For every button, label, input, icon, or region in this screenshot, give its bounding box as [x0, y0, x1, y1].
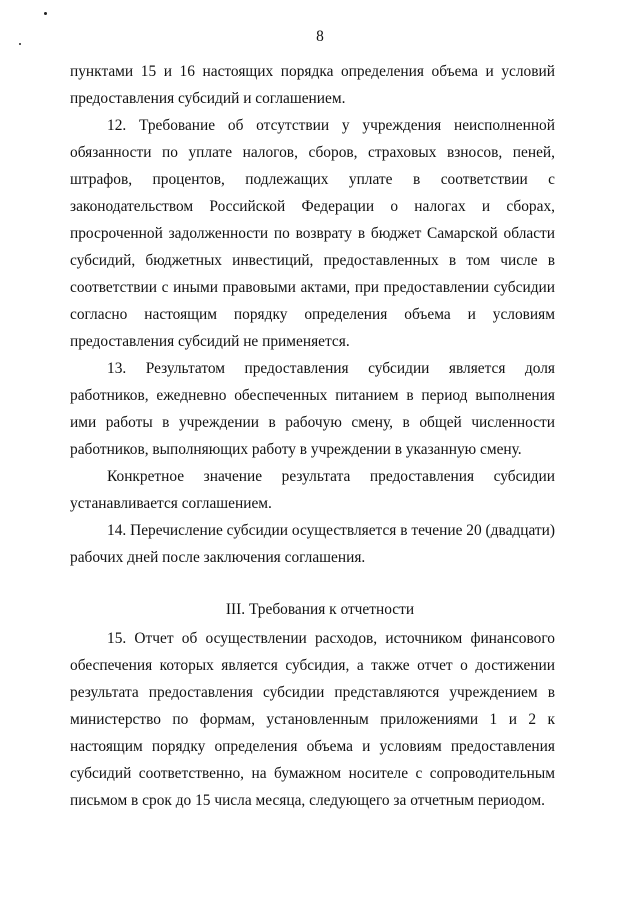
scan-speck [44, 12, 47, 15]
paragraph-text: 14. Перечисление субсидии осуществляется в течение 20 (двадцати) рабочих дней после заключения соглашения. [70, 522, 555, 566]
paragraph-15 [70, 625, 555, 814]
paragraph-text: Конкретное значение результата предоставления субсидии устанавливается соглашением. [70, 468, 555, 512]
paragraph-text: 12. Требование об отсутствии у учреждения неисполненной обязанности по уплате налогов, сборов, страховых взносов, пеней, штрафов, процентов, подлежащих уплате в соответствии с законодательством Российской Федерации о налогах и сборах, просроченной задолженности по возврату в бюджет Самарской области субсидий, бюджетных инвестиций, предоставленных в том числе в соответствии с иными правовыми актами, при предоставлении субсидии согласно настоящим порядку определения объема и условиям предоставления субсидий не применяется. [70, 117, 555, 350]
paragraph-13-result-value [70, 463, 555, 517]
paragraph-text: 15. Отчет об осуществлении расходов, источником финансового обеспечения которых является субсидия, а также отчет о достижении результата предоставления субсидии представляются учреждением в министерство по формам, установленным приложениями 1 и 2 к настоящим порядку определения объема и условиям предоставления субсидий соответственно, на бумажном носителе с сопроводительным письмом в срок до 15 числа месяца, следующего за отчетным периодом. [70, 630, 555, 809]
page-number: 8 [316, 28, 324, 45]
paragraph-12 [70, 112, 555, 355]
paragraph-text: пунктами 15 и 16 настоящих порядка определения объема и условий предоставления субсидий и соглашением. [70, 63, 555, 107]
section-heading: III. Требования к отчетности [225, 601, 415, 618]
paragraph-13 [70, 355, 555, 463]
paragraph-text: 13. Результатом предоставления субсидии является доля работников, ежедневно обеспеченных питанием в период выполнения ими работы в учреждении в рабочую смену, в общей численности работников, выполняющих работу в учреждении в указанную смену. [70, 360, 555, 458]
paragraph-14 [70, 517, 555, 571]
paragraph-continuation [70, 58, 555, 112]
